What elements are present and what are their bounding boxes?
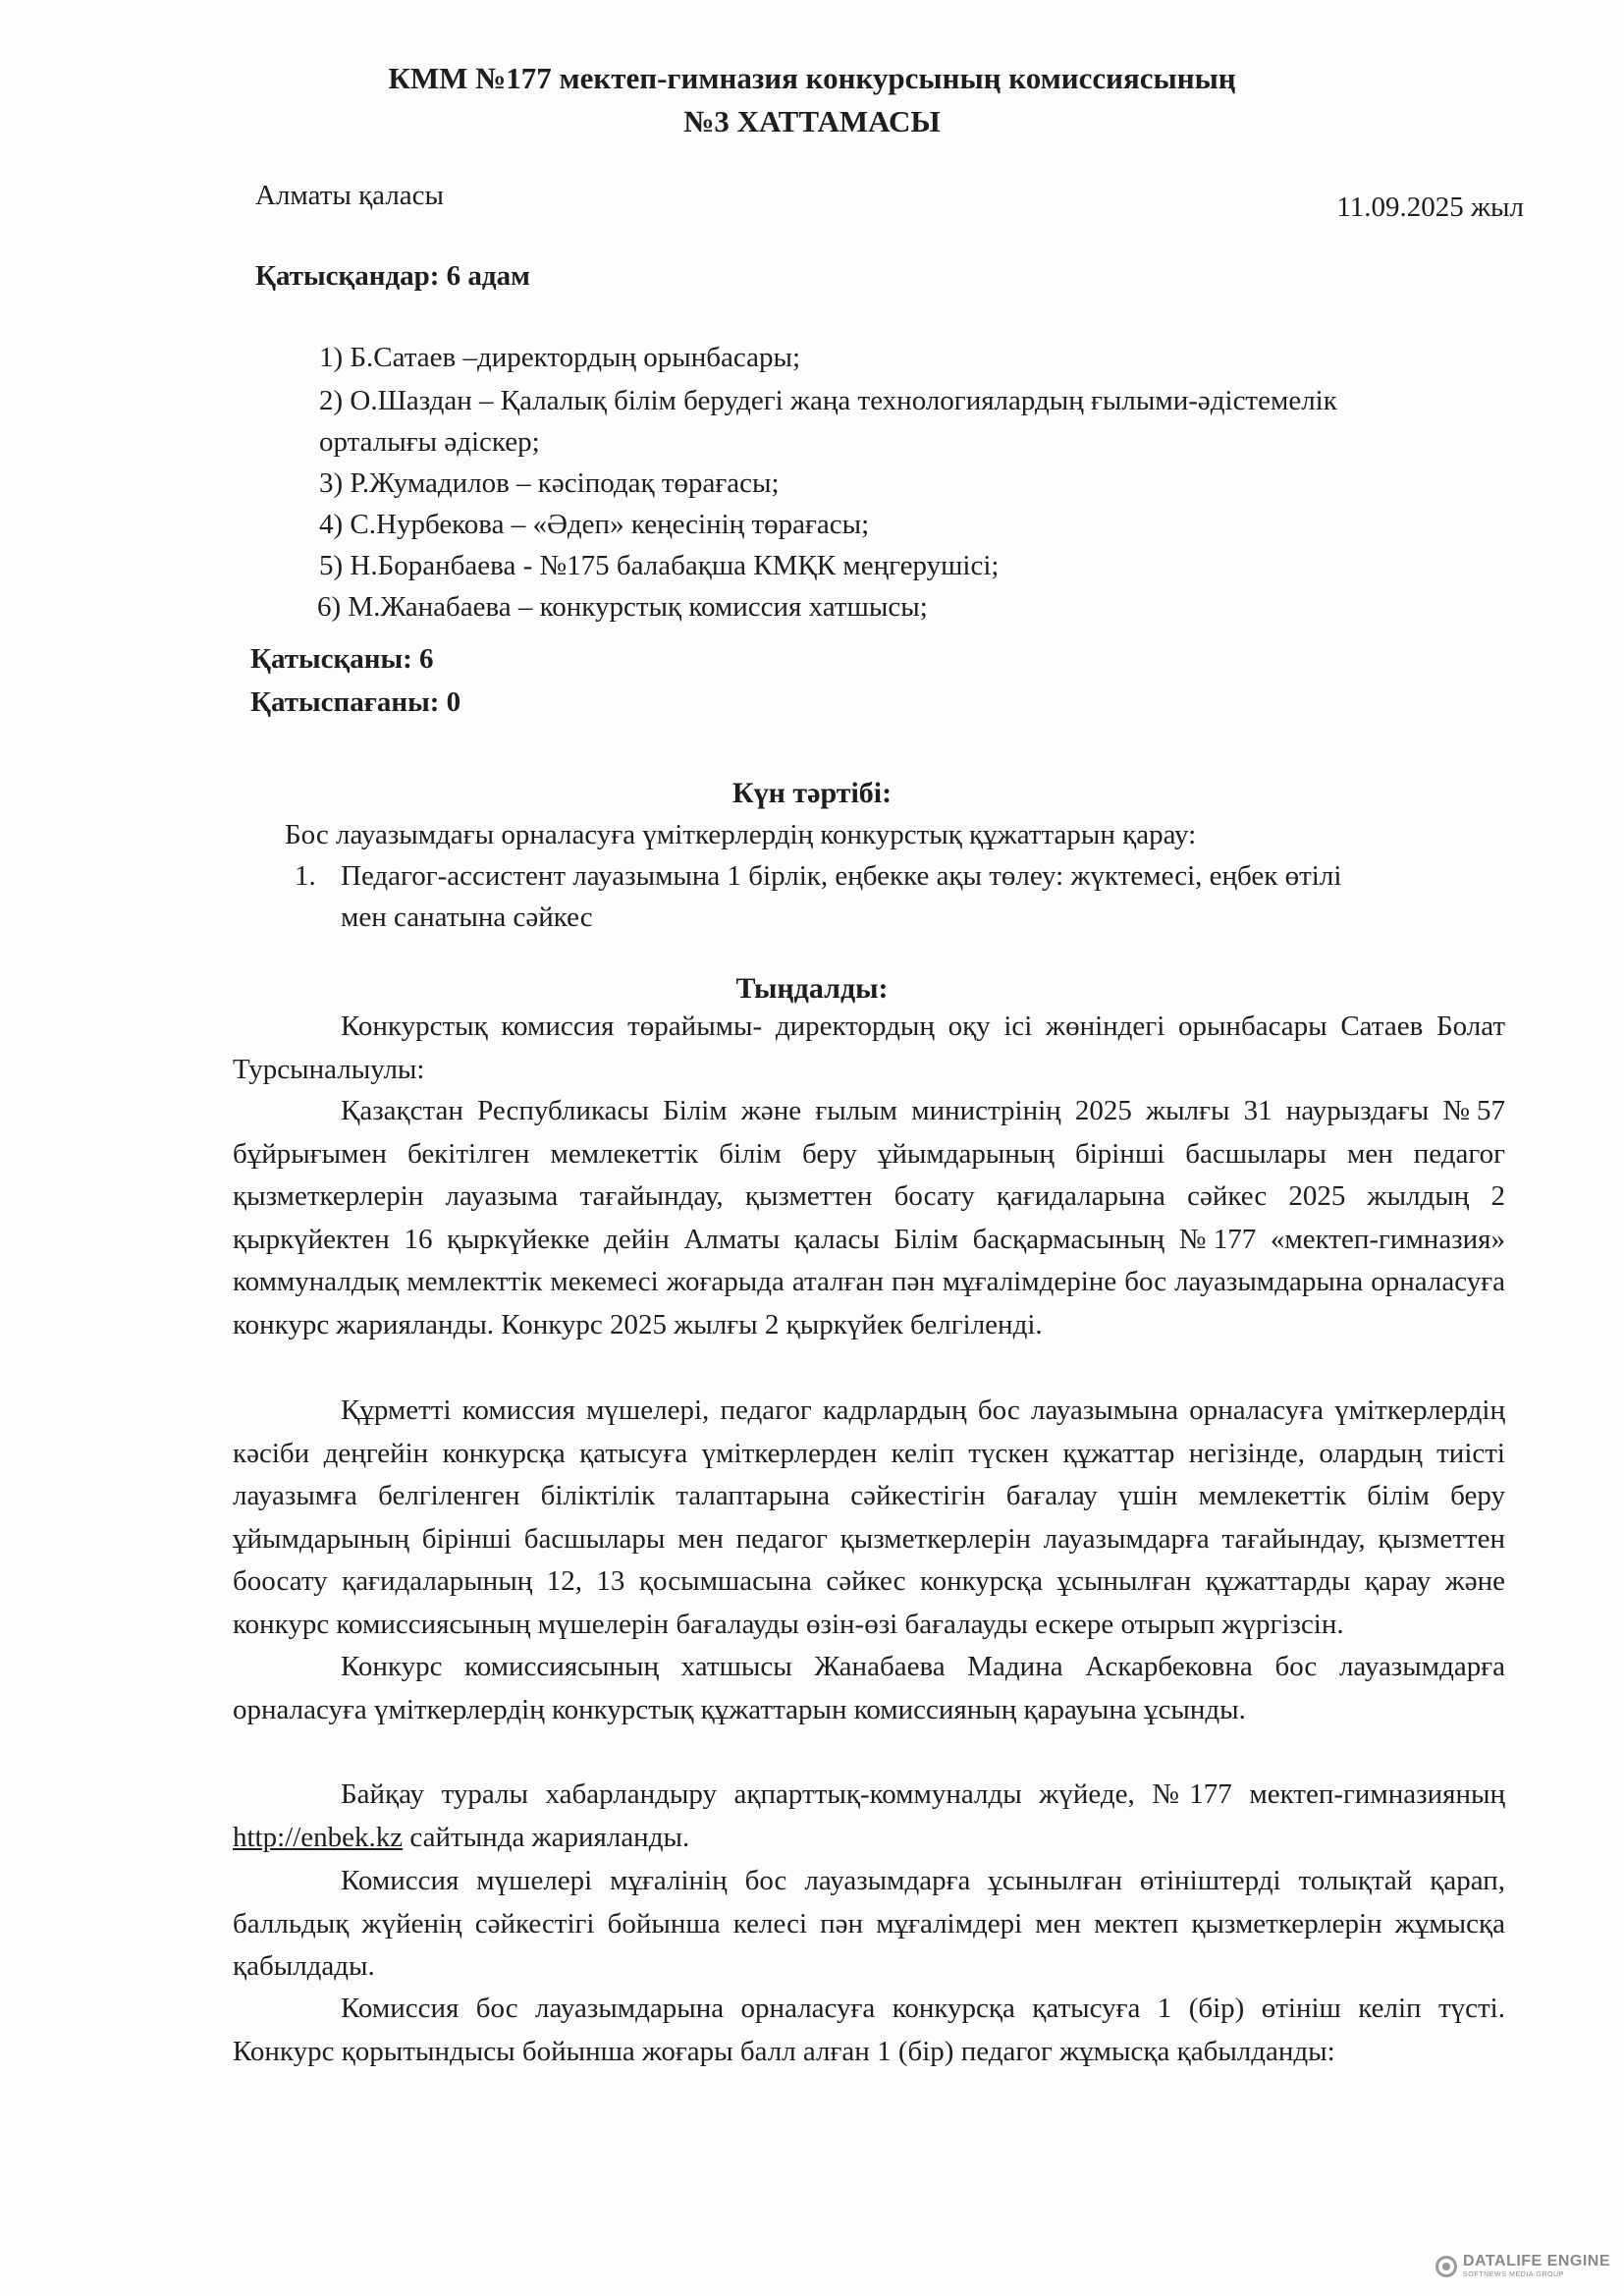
agenda-item-line1: Педагог-ассистент лауазымына 1 бірлік, еңбекке ақы төлеу: жүктемесі, еңбек өтілі: [341, 860, 1342, 892]
attendee-item-3: 3) Р.Жумадилов – кәсіподақ төрағасы;: [319, 467, 780, 499]
heard-paragraph-6-text: Комиссия мүшелері мұғалінің бос лауазымдарға ұсынылған өтініштерді толықтай қарап, балльдық жүйенің сәйкестігі бойынша келесі пән мұғалімдері мен мектеп қызметкерлерін жұмысқа қабылдады.: [233, 1865, 1505, 1982]
agenda-item-number: 1.: [295, 860, 316, 892]
attendee-item-2-cont: орталығы әдіскер;: [319, 426, 540, 458]
watermark-sub: SOFTNEWS MEDIA GROUP: [1463, 2271, 1565, 2278]
heard-paragraph-6: [233, 1860, 1505, 1989]
watermark-text: [1463, 2254, 1610, 2278]
attendee-item-2: 2) О.Шаздан – Қалалық білім берудегі жаңа технологиялардың ғылыми-әдістемелік: [319, 385, 1337, 416]
agenda-heading: Күн тәртібі:: [731, 777, 893, 809]
heard-paragraph-1: [233, 1006, 1505, 1091]
attendee-item-1: 1) Б.Сатаев –директордың орынбасары;: [319, 342, 801, 373]
agenda-intro: Бос лауазымдағы орналасуға үміткерлердің конкурстық құжаттарын қарау:: [285, 819, 1197, 850]
heard-paragraph-2: [233, 1090, 1505, 1346]
heard-paragraph-5-text-after: сайтында жарияланды.: [403, 1821, 690, 1853]
enbek-link[interactable]: http://enbek.kz: [233, 1821, 404, 1853]
datalife-logo-icon: [1435, 2256, 1457, 2277]
datalife-watermark: [1435, 2254, 1610, 2278]
heard-paragraph-5: [233, 1774, 1505, 1859]
document-title-line2: №3 ХАТТАМАСЫ: [683, 104, 941, 138]
city-label: Алматы қаласы: [255, 180, 445, 211]
attendee-item-5: 5) Н.Боранбаева - №175 балабақша КМҚК меңгерушісі;: [319, 550, 1000, 581]
document-date: 11.09.2025 жыл: [1336, 191, 1524, 223]
heard-paragraph-5-text-before: Байқау туралы хабарландыру ақпарттық-коммуналды жүйеде, №177 мектеп-гимназияның: [341, 1778, 1505, 1810]
attendees-heading: Қатысқандар: 6 адам: [255, 260, 530, 292]
present-count: Қатысқаны: 6: [250, 643, 434, 675]
absent-count: Қатыспағаны: 0: [250, 686, 461, 718]
heard-paragraph-1-text: Конкурстық комиссия төрайымы- директордың оқу ісі жөніндегі орынбасары Сатаев Болат Турсыналыулы:: [233, 1011, 1505, 1085]
heard-paragraph-4: [233, 1646, 1505, 1731]
heard-paragraph-7: [233, 1988, 1505, 2073]
attendee-item-6: 6) М.Жанабаева – конкурстық комиссия хатшысы;: [317, 591, 928, 623]
attendee-item-4: 4) С.Нурбекова – «Әдеп» кеңесінің төрағасы;: [319, 509, 870, 540]
heard-paragraph-3: [233, 1390, 1505, 1646]
heard-paragraph-3-text: Құрметті комиссия мүшелері, педагог кадрлардың бос лауазымына орналасуға үміткерлердің кәсіби деңгейін конкурсқа қатысуға үміткерлерден келіп түскен құжаттар негізінде, олардың тиісті лауазымға белгіленген біліктілік талаптарына сәйкестігін бағалау үшін мемлекеттік білім беру ұйымдарының бірінші басшылары мен педагог қызметкерлерін лауазымдарға тағайындау, қызметтен боосату қағидаларының 12, 13 қосымшасына сәйкес конкурсқа ұсынылған құжаттарды қарау және конкурс комиссиясының мүшелерін бағалауды өзін-өзі бағалауды ескере отырып жүргізсін.: [233, 1394, 1505, 1640]
heard-paragraph-4-text: Конкурс комиссиясының хатшысы Жанабаева Мадина Аскарбековна бос лауазымдарға орналасуға үміткерлердің конкурстық құжаттарын комиссияның қарауына ұсынды.: [233, 1651, 1505, 1725]
watermark-main: DATALIFE ENGINE: [1463, 2253, 1611, 2269]
heard-paragraph-7-text: Комиссия бос лауазымдарына орналасуға конкурсқа қатысуға 1 (бір) өтініш келіп түсті. Конкурс қорытындысы бойынша жоғары балл алған 1 (бір) педагог жұмысқа қабылданды:: [233, 1993, 1505, 2067]
heard-paragraph-2-text: Қазақстан Республикасы Білім және ғылым министрінің 2025 жылғы 31 наурыздағы №57 бұйрығымен бекітілген мемлекеттік білім беру ұйымдарының бірінші басшылары мен педагог қызметкерлерін лауазыма тағайындау, қызметтен босату қағидаларына сәйкес 2025 жылдың 2 қыркүйектен 16 қыркүйекке дейін Алматы қаласы Білім басқармасының №177 «мектеп-гимназия» коммуналдық мемлекттік мекемесі жоғарыда аталған пән мұғалімдеріне бос лауазымдарына орналасуға конкурс жарияланды. Конкурс 2025 жылғы 2 қыркүйек белгіленді.: [233, 1095, 1505, 1340]
document-title-line1: КММ №177 мектеп-гимназия конкурсының комиссиясының: [388, 61, 1236, 95]
heard-heading: Тыңдалды:: [735, 972, 889, 1005]
agenda-item-line2: мен санатына сәйкес: [341, 902, 593, 933]
